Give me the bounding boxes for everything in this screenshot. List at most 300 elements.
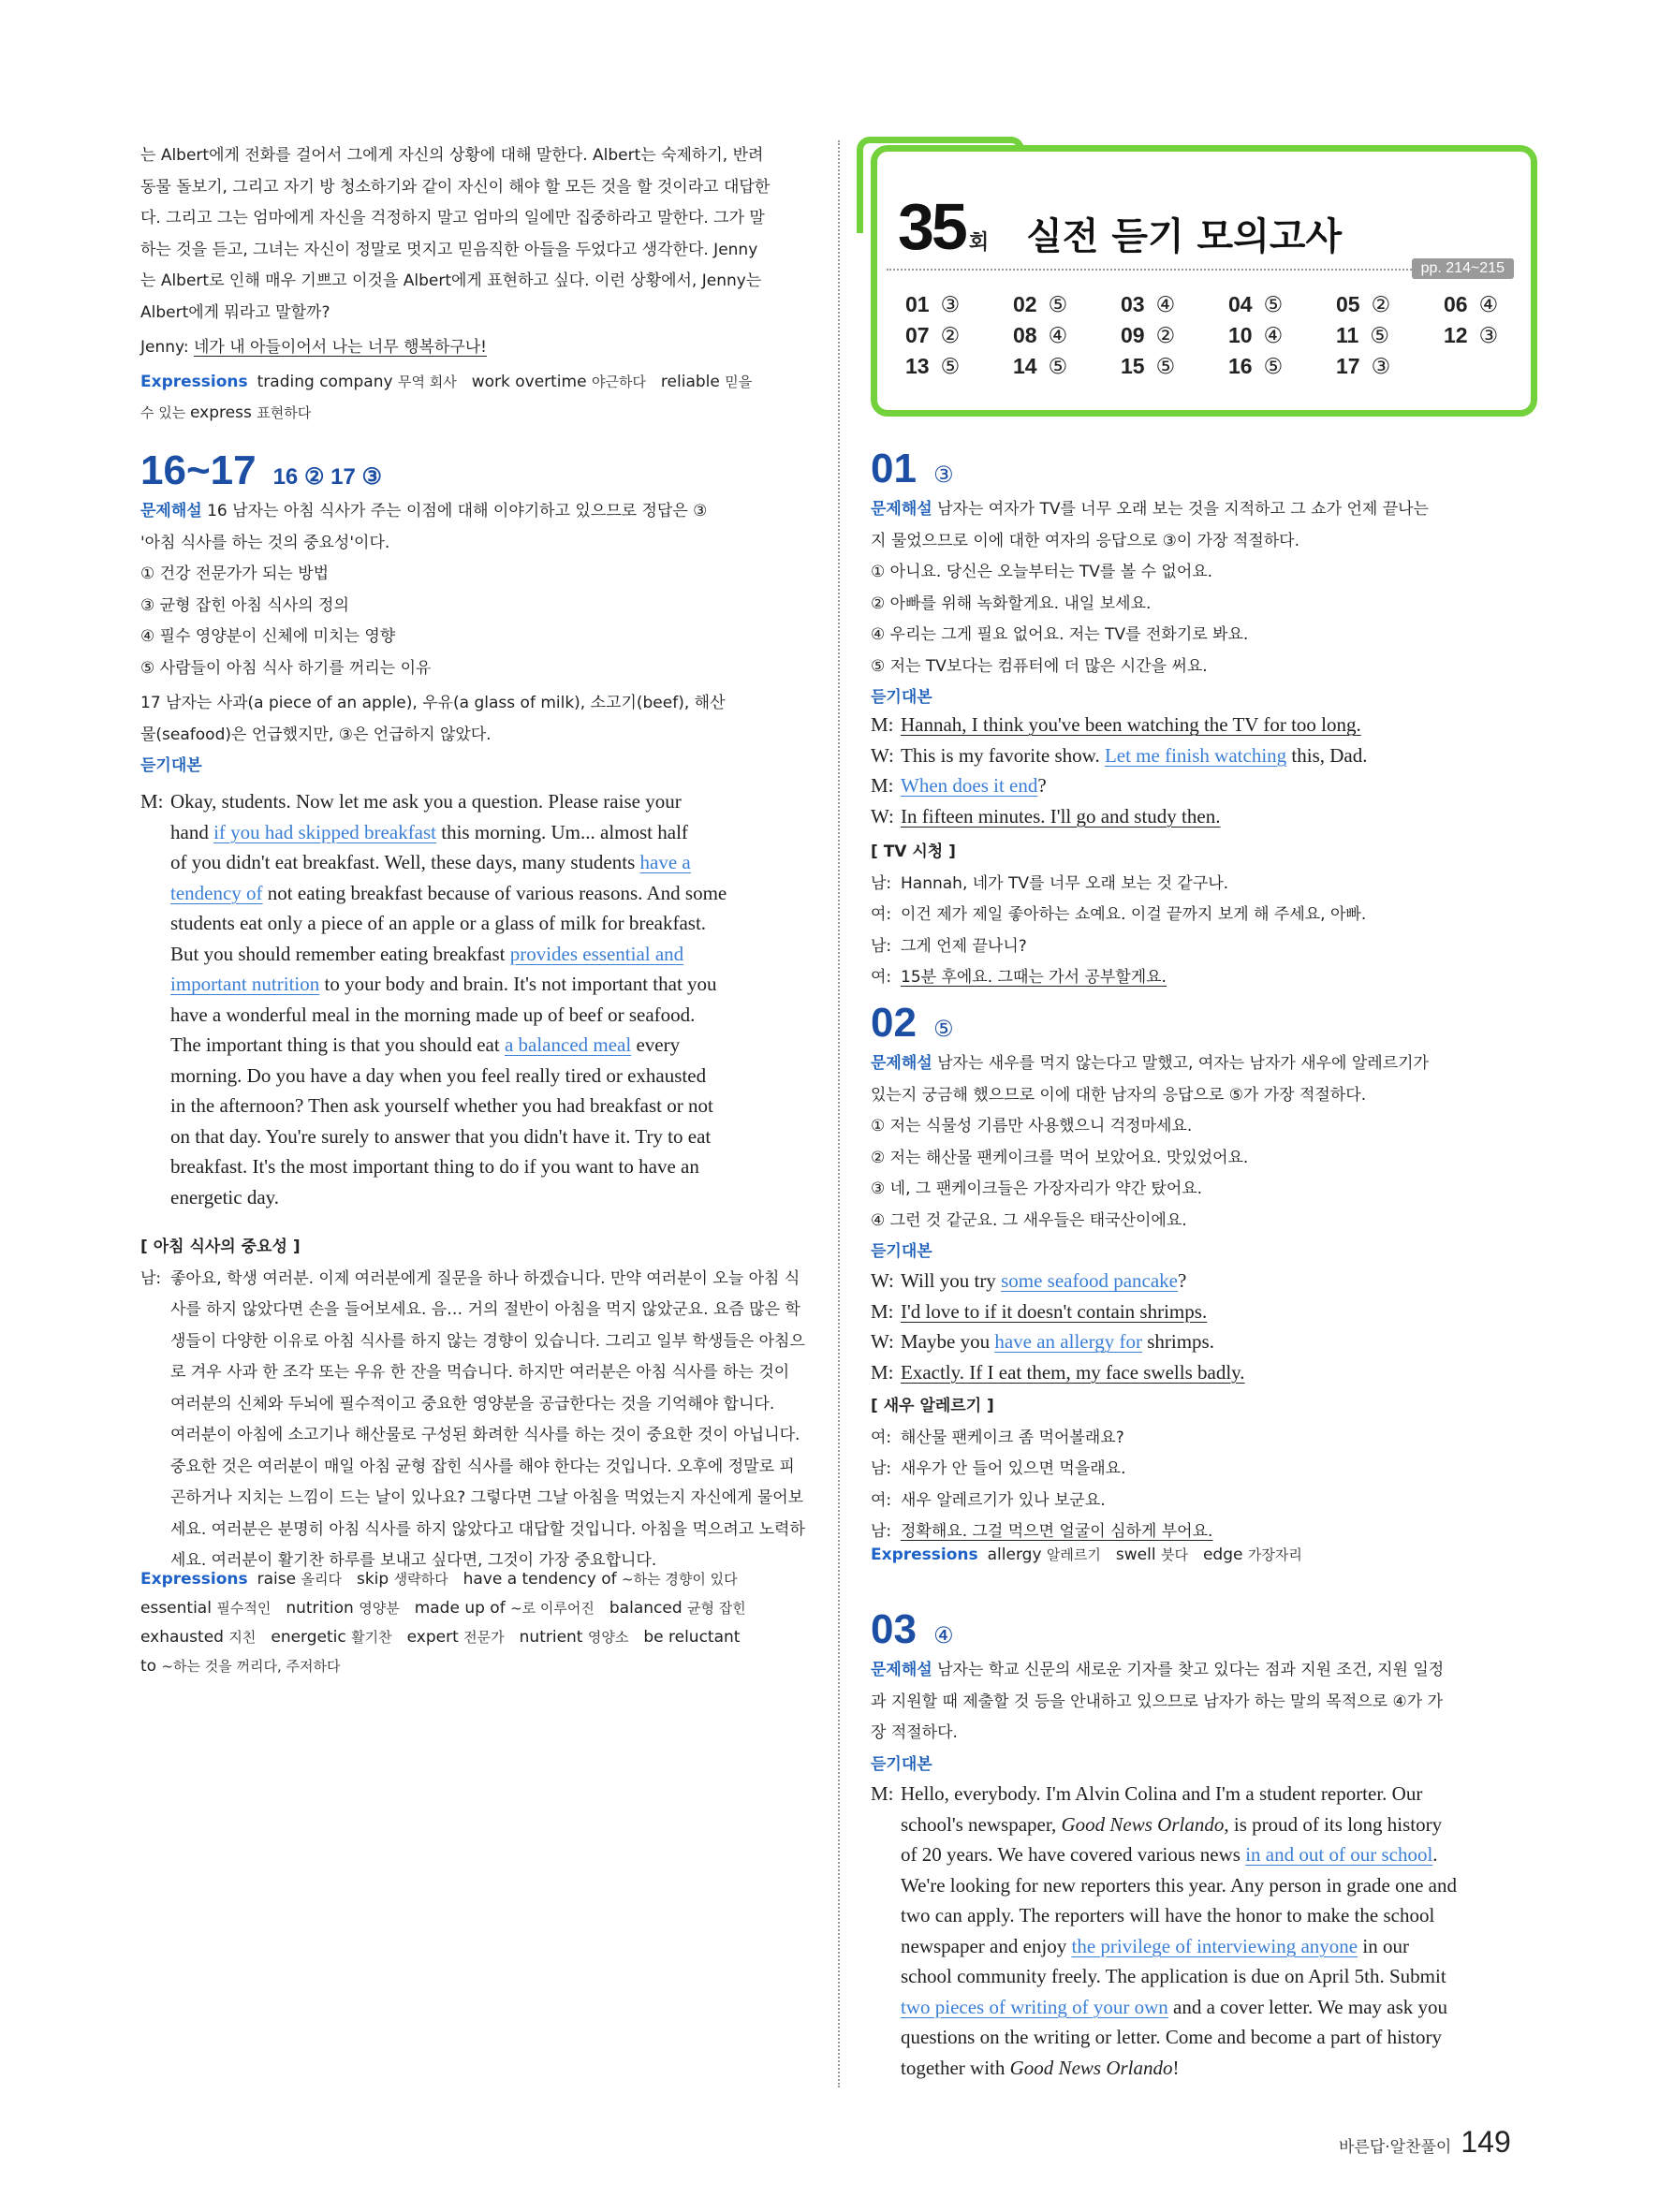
expression-meaning: 생략하다 [393,1571,448,1588]
option-item: ③ 균형 잡힌 아침 식사의 정의 [140,595,349,615]
speaker-label [871,1961,901,1992]
script-segment: Maybe you [901,1330,995,1353]
question-number: 02 [871,1000,917,1046]
script-line [871,710,1537,740]
script-text [170,878,807,909]
script-line [140,939,807,970]
answer-number: 11 [1336,323,1359,347]
expression-meaning: 영양소 [587,1629,629,1646]
jenny-answer: 네가 내 아들이어서 나는 너무 행복하구나! [193,338,487,357]
round-number: 35 [898,190,965,263]
intro-line: 는 Albert에게 전화를 걸어서 그에게 자신의 상황에 대해 말한다. Albert는 숙제하기, 반려 [140,146,764,165]
option-item: ③ 네, 그 팬케이크들은 가장자리가 약간 탔어요. [871,1179,1203,1198]
expression-meaning: 필수적인 [216,1600,272,1617]
option-item: ⑤ 저는 TV보다는 컴퓨터에 더 많은 시간을 써요. [871,656,1208,676]
expressions-label: Expressions [871,1545,978,1564]
option-item: ④ 필수 영양분이 신체에 미치는 영향 [140,627,396,646]
option-item: ① 아니요. 당신은 오늘부터는 TV를 볼 수 없어요. [871,563,1213,581]
translation-line: 중요한 것은 여러분이 매일 아침 균형 잡힌 식사를 해야 한다는 것입니다. 오후에 정말로 피 [170,1457,795,1476]
answer-cell [905,323,1013,348]
translation-line [871,931,1537,963]
script-line [140,1030,807,1061]
script-text [901,801,1537,832]
expression-meaning: ~하는 것을 꺼리다, 주저하다 [161,1658,341,1675]
script-line [140,1000,807,1031]
question-answer: ⑤ [932,1016,954,1042]
expression-meaning: ~로 이루어진 [510,1600,595,1617]
script-segment: school's newspaper, [901,1812,1062,1836]
script-segment: The important thing is that you should eat [170,1033,505,1056]
script-segment: hand [170,820,214,843]
script-line [871,1809,1537,1840]
explanation-text: 남자는 학교 신문의 새로운 기자를 찾고 있다는 점과 지원 조건, 지원 일정 [937,1661,1445,1679]
speaker-label: 여: [871,1428,892,1447]
answer-cell [1013,323,1121,348]
script-line [871,1900,1537,1931]
script-segment: breakfast. It's the most important thing to do if you want to have an [170,1155,699,1178]
script-text [901,1992,1537,2023]
script-line [871,1870,1537,1901]
expression-meaning: 수 있는 [140,404,191,421]
explanation-text: 16 남자는 아침 식사가 주는 이점에 대해 이야기하고 있으므로 정답은 ③ [207,502,708,520]
answer-cell [1444,292,1551,317]
script-text [901,1266,1537,1296]
script-segment: school community freely. The application is due on April 5th. Submit [901,1965,1446,1987]
script-segment: every [631,1033,681,1056]
script-line [140,817,807,848]
explanation-label: 문제해설 [871,1661,932,1679]
expressions-line [871,1545,1537,1564]
blank-answer: have an allergy for [994,1330,1142,1353]
expression-meaning: 야근하다 [591,374,646,390]
script-segment: on that day. You're surely to answer that you didn't have it. Try to eat [170,1124,712,1148]
expression-word: raise [257,1570,301,1589]
translation-line: 사를 하지 않았다면 손을 들어보세요. 음… 거의 절반이 아침을 먹지 않았군요. 요즘 많은 학 [170,1300,800,1319]
speaker-label [140,1000,170,1031]
script-segment: Okay, students. Now let me ask you a question. Please raise your [170,790,682,813]
answer-cell [1013,354,1121,379]
script-line [140,1182,807,1213]
answer-number: 15 [1121,354,1145,378]
script-text [170,969,807,1000]
translation-line [871,869,1537,901]
answer-number: 13 [905,354,930,378]
blank-answer: a balanced meal [504,1033,632,1056]
speaker-label [140,1151,170,1182]
page-number: 149 [1461,2125,1511,2159]
script-text [901,1357,1537,1388]
script-segment: ? [1177,1269,1187,1292]
script-segment: together with [901,2056,1010,2079]
script-segment: Will you try [901,1269,1002,1292]
script-line [871,1296,1537,1327]
answer-choice: ② [1155,324,1176,348]
translation-text: 해산물 팬케이크 좀 먹어볼래요? [901,1428,1124,1447]
speaker-label: M: [871,1782,894,1805]
intro-line: Albert에게 뭐라고 말할까? [140,302,330,322]
expression-word: express [190,403,257,422]
script-line [140,908,807,939]
expression-meaning: 전문가 [463,1629,505,1646]
answer-choice: ③ [1478,324,1499,348]
answer-cell [1228,323,1336,348]
blank-answer: some seafood pancake [1001,1269,1178,1292]
expression-word: edge [1202,1545,1248,1564]
speaker-label: M: [140,790,164,813]
script-text [170,847,807,878]
answer-number: 04 [1228,292,1253,316]
translation-title: [ 아침 식사의 중요성 ] [140,1238,301,1256]
expressions-line [140,1652,807,1681]
expression-word: trading company [257,373,398,391]
explanation-text: 남자는 여자가 TV를 너무 오래 보는 것을 지적하고 그 쇼가 언제 끝나는 [937,500,1429,519]
expression-word: essential [140,1599,217,1618]
answer-number: 02 [1013,292,1037,316]
speaker-label [140,1182,170,1213]
script-label: 듣기대본 [871,1754,932,1774]
speaker-label: W: [871,1269,894,1292]
expression-meaning: 표현하다 [257,404,312,421]
blank-answer: if you had skipped breakfast [213,820,437,843]
script-text [901,770,1537,801]
script-line [871,740,1537,771]
answer-number: 01 [905,292,930,316]
test-title [898,189,1342,264]
blank-answer: Let me finish watching [1104,743,1287,767]
script-segment: This is my favorite show. [901,743,1105,767]
script-segment: But you should remember eating breakfast [170,942,510,965]
option-item: ④ 우리는 그게 필요 없어요. 저는 TV를 전화기로 봐요. [871,625,1249,644]
answer-choice: ④ [1048,324,1068,348]
answer-key-box [871,145,1537,417]
speaker-label: M: [871,713,894,736]
script-segment: of 20 years. We have covered various news [901,1843,1246,1866]
translation-line [871,962,1537,994]
expressions-label: Expressions [140,1570,248,1589]
translation-text: 새우가 안 들어 있으면 먹을래요. [901,1459,1126,1478]
expression-word: to [140,1657,162,1676]
answer-choice: ② [940,324,961,348]
answer-grid [905,292,1551,379]
answer-cell [1013,292,1121,317]
answer-choice: ⑤ [1263,293,1284,317]
blank-answer: the privilege of interviewing anyone [1071,1934,1358,1957]
script-line [140,969,807,1000]
translation-line: 곤하거나 지치는 느낌이 드는 날이 있나요? 그렇다면 그날 아침을 먹었는지 자신에게 물어보 [170,1488,804,1507]
test-title-text: 실전 듣기 모의고사 [1026,215,1343,258]
answer-cell [1336,323,1444,348]
script-line [140,1091,807,1121]
expression-meaning: 균형 잡힌 [687,1600,746,1617]
script-label: 듣기대본 [871,688,932,707]
script-text [901,1809,1537,1840]
script-segment: of you didn't eat breakfast. Well, these days, many students [170,851,640,873]
option-item: ⑤ 사람들이 아침 식사 하기를 꺼리는 이유 [140,658,432,678]
expression-meaning: 가장자리 [1247,1546,1302,1563]
script-segment: students eat only a piece of an apple or a glass of milk for breakfast. [170,912,707,934]
script-text [170,908,807,939]
script-segment: , is proud of its long history [1224,1812,1443,1836]
script-text [170,1000,807,1031]
answer-number: 05 [1336,292,1360,316]
expression-meaning: 믿을 [725,374,753,390]
answer-choice: ⑤ [1370,324,1389,348]
intro-paragraph [140,140,807,330]
script-line [871,1357,1537,1388]
translation-line: 여러분이 아침에 소고기나 해산물로 구성된 화려한 식사를 하는 것이 중요한 것이 아닙니다. [170,1426,800,1444]
script-text [901,1900,1537,1931]
answer-choice: ② [1371,293,1391,317]
script-segment: two can apply. The reporters will have the honor to make the school [901,1904,1435,1926]
expression-word: allergy [987,1545,1047,1564]
translation-text: 이건 제가 제일 좋아하는 쇼예요. 이걸 끝까지 보게 해 주세요, 아빠. [901,905,1367,924]
intro-line: 하는 것을 듣고, 그녀는 자신이 정말로 멋지고 믿음직한 아들을 두었다고 생각한다. Jenny [140,240,758,259]
expression-word: skip [356,1570,394,1589]
expression-word: swell [1115,1545,1161,1564]
script-segment: in the afternoon? Then ask yourself whether you had breakfast or not [170,1094,713,1117]
expression-meaning: 활기찬 [351,1629,392,1646]
page-range-badge: pp. 214~215 [1412,258,1514,279]
script-segment: questions on the writing or letter. Come and become a part of history [901,2026,1442,2048]
jenny-line [140,333,807,357]
speaker-label [871,1870,901,1901]
speaker-label: 여: [871,905,892,924]
speaker-label [140,1030,170,1061]
speaker-label [871,1900,901,1931]
script-text [170,1030,807,1061]
title-italic: Good News Orlando [1009,2056,1173,2079]
script-line [871,2053,1537,2084]
option-item: ② 아빠를 위해 녹화할게요. 내일 보세요. [871,593,1152,613]
answer-cell [1336,292,1444,317]
script-text [170,1151,807,1182]
expression-word: exhausted [140,1628,229,1647]
section-answer: 16 ② 17 ③ [272,464,383,490]
translation-line: 로 겨우 사과 한 조각 또는 우유 한 잔을 먹습니다. 하지만 여러분은 아침 식사를 하는 것이 [170,1363,790,1382]
script-segment: I'd love to if it doesn't contain shrimps. [901,1299,1208,1323]
translation-text: 그게 언제 끝나니? [901,936,1027,956]
expression-word: nutrition [286,1599,360,1618]
q02-explanation [871,1048,1537,1268]
expressions-block-2 [140,1565,807,1681]
answer-choice: ⑤ [1048,293,1068,317]
expressions-line [140,398,807,429]
script-segment: and a cover letter. We may ask you [1167,1995,1448,2018]
q02-expressions [871,1545,1537,1564]
translation-line: 좋아요, 학생 여러분. 이제 여러분에게 질문을 하나 하겠습니다. 만약 여러분이 오늘 아침 식 [170,1268,800,1288]
script-line [871,1326,1537,1357]
page-footer [1339,2125,1511,2160]
speaker-label [140,847,170,878]
speaker-label: W: [871,804,894,828]
speaker-label [140,939,170,970]
speaker-label: 남: [871,1522,892,1541]
script-segment: Exactly. If I eat them, my face swells badly. [901,1360,1245,1384]
expression-word: nutrient [519,1628,588,1647]
q03-explanation [871,1655,1537,1780]
answer-number: 17 [1336,354,1360,378]
script-text [901,1296,1537,1327]
translation-text: 15분 후에요. 그때는 가서 공부할게요. [901,968,1167,987]
answer-number: 06 [1444,292,1468,316]
explanation-17: 물(seafood)은 언급했지만, ③은 언급하지 않았다. [140,725,492,744]
column-divider [838,140,840,2087]
answer-choice: ③ [940,293,961,317]
expression-meaning: ~하는 경향이 있다 [622,1571,738,1588]
script-segment: this, Dad. [1286,743,1368,767]
script-line [140,878,807,909]
explanation-text: 지 물었으므로 이에 대한 여자의 응답으로 ③이 가장 적절하다. [871,531,1300,550]
explanation-text: 장 적절하다. [871,1723,958,1742]
script-text [170,1182,807,1213]
translation-line: 생들이 다양한 이유로 아침 식사를 하지 않는 경향이 있습니다. 그리고 일부 학생들은 아침으 [170,1331,805,1351]
translation-title: [ 새우 알레르기 ] [871,1397,994,1415]
question-answer: ④ [932,1622,954,1648]
script-text [170,817,807,848]
expression-word: made up of [414,1599,511,1618]
script-segment: Hannah, I think you've been watching the TV for too long. [901,713,1361,736]
option-item: ① 저는 식물성 기름만 사용했으니 걱정마세요. [871,1117,1193,1135]
blank-answer: in and out of our school [1245,1843,1433,1866]
script-text [170,786,807,817]
answer-cell [1228,354,1336,379]
script-text [901,2053,1537,2084]
answer-number: 12 [1444,323,1468,347]
expression-meaning: 무역 회사 [397,374,457,390]
blank-answer: When does it end [901,774,1038,797]
blank-answer: provides essential and [509,942,684,965]
script-text [901,1839,1537,1870]
explanation-text: 있는지 궁금해 했으므로 이에 대한 남자의 응답으로 ⑤가 가장 적절하다. [871,1085,1367,1105]
answer-cell [1121,354,1228,379]
answer-cell [1228,292,1336,317]
script-text [170,1121,807,1152]
answer-number: 03 [1121,292,1145,316]
answer-cell [1444,323,1551,348]
speaker-label: M: [871,1299,894,1323]
expression-word: balanced [609,1599,688,1618]
translation-line [871,900,1537,931]
expression-word: energetic [271,1628,352,1647]
answer-number: 08 [1013,323,1037,347]
speaker-label: W: [871,1330,894,1353]
script-segment: not eating breakfast because of various reasons. And some [262,881,727,904]
script-line [871,1992,1537,2023]
answer-cell [1121,323,1228,348]
round-suffix: 회 [968,231,990,255]
explanation-label: 문제해설 [140,502,202,520]
script-segment: . [1432,1843,1438,1866]
expressions-line [140,1623,807,1652]
q01-header [871,446,1537,492]
script-segment: shrimps. [1141,1330,1214,1353]
answer-choice: ⑤ [1263,355,1284,379]
speaker-label [871,1931,901,1962]
blank-answer: two pieces of writing of your own [901,1995,1168,2018]
speaker-label: Jenny: [140,338,189,357]
script-line [871,1961,1537,1992]
script-segment: energetic day. [170,1185,280,1209]
explanation-text: 과 지원할 때 제출할 것 등을 안내하고 있으므로 남자가 하는 말의 목적으로 ④가 가 [871,1692,1443,1711]
script-text [901,1961,1537,1992]
script-line [871,1266,1537,1296]
script-text [901,2022,1537,2053]
script-segment: this morning. Um... almost half [436,820,688,843]
explanation-17: 17 남자는 사과(a piece of an apple), 우유(a glass of milk), 소고기(beef), 해산 [140,694,726,712]
script-line [871,2022,1537,2053]
script-text [901,1779,1537,1809]
answer-choice: ⑤ [1155,355,1176,379]
translation-text: 정확해요. 그걸 먹으면 얼굴이 심하게 부어요. [901,1522,1213,1541]
translation-line: 세요. 여러분은 분명히 아침 식사를 하지 않았다고 대답할 것입니다. 아침을 먹으려고 노력하 [170,1519,805,1539]
speaker-label: 남: [871,873,892,893]
explanation-text: 남자는 새우를 먹지 않는다고 말했고, 여자는 남자가 새우에 알레르기가 [937,1054,1429,1073]
expression-meaning: 영양분 [359,1600,400,1617]
script-line [140,1151,807,1182]
script-segment: morning. Do you have a day when you feel really tired or exhausted [170,1063,707,1087]
expressions-block-1 [140,367,807,429]
answer-number: 07 [905,323,930,347]
script-text [901,740,1537,771]
translation-text: 새우 알레르기가 있나 보군요. [901,1490,1106,1510]
explanation-label: 문제해설 [871,1054,932,1073]
speaker-label [140,969,170,1000]
speaker-label [140,817,170,848]
q02-script [871,1266,1537,1387]
expression-meaning: 지친 [228,1629,257,1646]
q02-header [871,1000,1537,1047]
question-number: 01 [871,446,917,491]
expression-meaning: 알레르기 [1046,1546,1101,1563]
explanation-16-17 [140,496,807,783]
q01-explanation [871,494,1537,714]
script-text [170,939,807,970]
speaker-label: W: [871,743,894,767]
expressions-line [140,367,807,398]
translation-line [871,1516,1537,1548]
q02-translation [871,1391,1537,1548]
script-label: 듣기대본 [871,1242,932,1261]
expressions-line [140,1565,807,1594]
answer-choice: ④ [1478,293,1499,317]
question-answer: ③ [932,461,954,488]
option-item: ② 저는 해산물 팬케이크를 먹어 보았어요. 맛있었어요. [871,1148,1249,1167]
answer-cell [1121,292,1228,317]
script-text [901,1931,1537,1962]
title-italic: Good News Orlando [1061,1812,1225,1836]
translation-title: [ TV 시청 ] [871,842,956,861]
answer-number: 09 [1121,323,1145,347]
script-segment: ? [1037,774,1047,797]
translation-line [871,1423,1537,1455]
speaker-label: 여: [871,1490,892,1510]
script-text [170,1091,807,1121]
speaker-label: 남: [871,936,892,956]
answer-cell [905,354,1013,379]
script-text [901,710,1537,740]
footer-label: 바른답·알찬풀이 [1339,2138,1452,2157]
script-segment: newspaper and enjoy [901,1934,1072,1957]
speaker-label: M: [871,774,894,797]
script-segment: In fifteen minutes. I'll go and study then. [901,804,1221,828]
expression-word: be reluctant [643,1628,741,1647]
intro-line: 동물 돌보기, 그리고 자기 방 청소하기와 같이 자신이 해야 할 모든 것을 할 것이라고 대답한 [140,177,771,197]
script-segment: Hello, everybody. I'm Alvin Colina and I'm a student reporter. Our [901,1782,1423,1805]
q01-translation [871,837,1537,994]
answer-number: 10 [1228,323,1253,347]
speaker-label [140,878,170,909]
expression-word: work overtime [471,373,592,391]
